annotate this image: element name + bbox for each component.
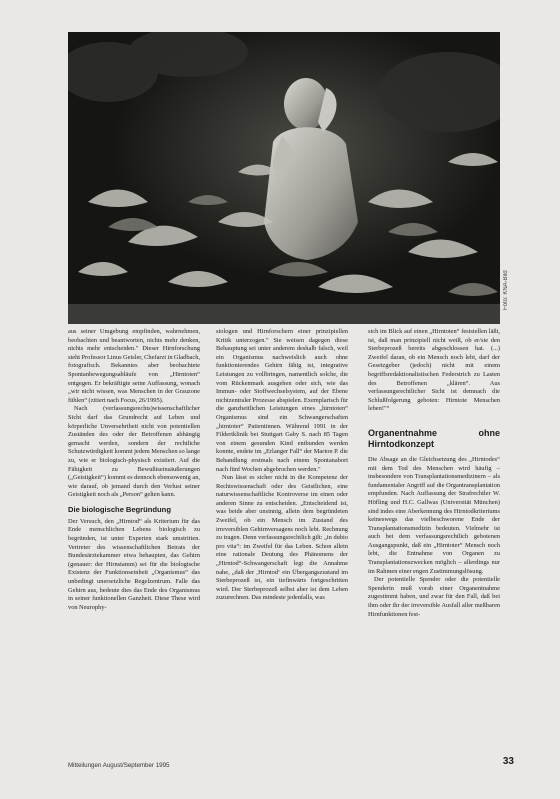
statue-photo	[68, 32, 500, 324]
section-heading: Organentnahme ohne Hirntodkonzept	[368, 427, 500, 449]
paragraph: Nach (verfassungsrechts)wissenschaftlicher Sicht darf das Grundrecht auf Leben und körperliche Unversehrtheit nicht von potentiellen Zuständen des oder der Betroffenen abhängig gemacht werden, sondern der rechtliche Schutzwürdigkeit kommt jedem Menschen so lange zu, wie er biologisch-physisch existiert. Auf die Fähigkeit zu Bewußtseinsäußerungen („Geistigkeit“) kommt es dennoch ebensowenig an, wie darauf, ob jemand durch den Verlust seiner Geistigkeit noch als „Person“ gelten kann.	[68, 405, 200, 499]
paragraph: Der Versuch, den „Hirntod“ als Kriterium für das Ende menschlichen Lebens biologisch zu begründen, ist unter Experten stark umstritten. Vertreter des wissenschaftlichen Beirats der Bundesärztekammer etwa behaupten, das Gehirn (genauer: der Hirnstamm) sei für die biologische Existenz der Funktionseinheit „Organismus“ das unbedingt unersetzliche Regelzentrum. Falle das Gehirn aus, bedeute dies das Ende des Organismus in seiner funktionellen Ganzheit. Diese These wird von Neurophy-	[68, 517, 200, 611]
text-column-1	[68, 328, 200, 612]
paragraph: siologen und Hirnforschern einer prinzipiellen Kritik unterzogen." Sie weisen dagegen diese Behauptung sei unter anderem deshalb falsch, weil ein Organismus nachweislich auch ohne funktionierendes Gehirn fähig ist, integrative Leistungen zu vollbringen, namentlich solche, die vom Rückenmark ausgehen oder sich, wie das Immun- oder Stoffwechselsystem, auf der Ebene nichtzentraler Prozesse abspielen. Exemplarisch für die ganzheitlichen Leistungen eines „hirntoten“ Organismus sind ein Schwangerschaften „hirntoter“ Patientinnen. Während 1991 in der Fildertklinik bei Stuttgart Gaby S. nach 85 Tagen von einem gesunden Kind entbunden werden konnte, endete im „Erlanger Fall“ der Marion P. die Behandlung erstmals nach einem Spontanabort nach fünf Wochen abgebrochen werden."	[216, 328, 348, 473]
paragraph: Nun lässt es sicher nicht in die Kompetenz der Rechtswissenschaft oder des Geistlichen, eine naturwissenschaftliche Kontroverse im einen oder anderen Sinne zu entscheiden. „Entscheidend ist, was beide aber unsinnig, allein dem begründeten Zweifel, ob ein Mensch im Zustand des irreversiblen Gehirnversagens noch lebt. Rechnung zu tragen. Denn verfassungsrechtlich gilt: „in dubio pro vita“: im Zweifel für das Leben. Schon allein eine rationale Deutung des Phänomens der „Hirntod“-Schwangerschaft legt die Annahme nahe, „daß der ‚Hirntod‘ ein Übergangszustand im Sterbeprozeß ist, ein tiefinwärts fortgeschritten wird. Der Sterbeprozeß selbst aber ist dem Leben zuzurechnen. Das mindeste jedenfalls, was	[216, 474, 348, 602]
paragraph: sich im Blick auf einen „Hirntoten“ feststellen läßt, ist, daß man prinzipiell nicht weiß, ob er/sie den Sterbeprozeß bereits abgeschlossen hat. (...) Zweifel daran, ob ein Mensch noch lebt, darf der Gesetzgeber (jedoch) nicht mit einem begriffsredaktionalistischen Federstrich zu Lasten des Betroffenen „klären“. Aus verfassungsrechtlicher Sicht ist demnach die Schlußfolgerung geboten: Hirntote Menschen leben!"“	[368, 328, 500, 413]
issue-footer: Mitteilungen August/September 1995	[68, 762, 170, 769]
text-column-3	[368, 328, 500, 619]
paragraph: Die Absage an die Gleichsetzung des „Hirntodes“ mit dem Tod des Menschen wird häufig – insbesondere von Transplantationsmedizinern – als fundamentaler Angriff auf die Organtransplantation empfunden. Nach Auffassung der Strafrechtler W. Höfling und H.C. Gallwas (Universität München) sind indes eine Aberkennung des Hirntodkriteriums keineswegs das vielbeschworene Ende der Transplantationsmedizin bedeuten. Vielmehr ist auch bei dem verfassungsrechtlich gebotenen Ausgangspunkt, daß ein „Hirntoter“ Mensch noch lebt, die Entnahme von Organen zu Transplantationszwecken möglich – allerdings nur im Rahmen einer engen Zustimmungslösung.	[368, 455, 500, 575]
paragraph: aus seiner Umgebung empfinden, wahrnehmen, beobachten und beantworten, nichts mehr denken, nichts mehr entscheiden." Dieser Hirnforschung steht Professor Linus Geisler, Chefarzt in Gladbach, fotografisch. Bekanntes aber beobachtete Spontanbewegungsabläufe von „Hirntoten“ entgegen. Er bekräftigte seine Auffassung, wonach „wir nicht wissen, was Menschen in der Grauzone fühlen“ (zitiert nach Focus, 26/1995).	[68, 328, 201, 404]
page-number: 33	[502, 756, 514, 767]
photo-credit: Foto: KNA-Bild	[503, 270, 509, 310]
text-column-2	[216, 328, 348, 603]
garden-statue-image	[68, 32, 500, 324]
section-heading: Die biologische Begründung	[68, 504, 171, 514]
paragraph: Der potentielle Spender oder die potentielle Spenderin muß vorab einer Organentnahme zugestimmt haben, und zwar für den Fall, daß bei ihm oder ihr der irreversible Ausfall aller meßbaren Hirnfunktionen fest-	[368, 576, 500, 618]
